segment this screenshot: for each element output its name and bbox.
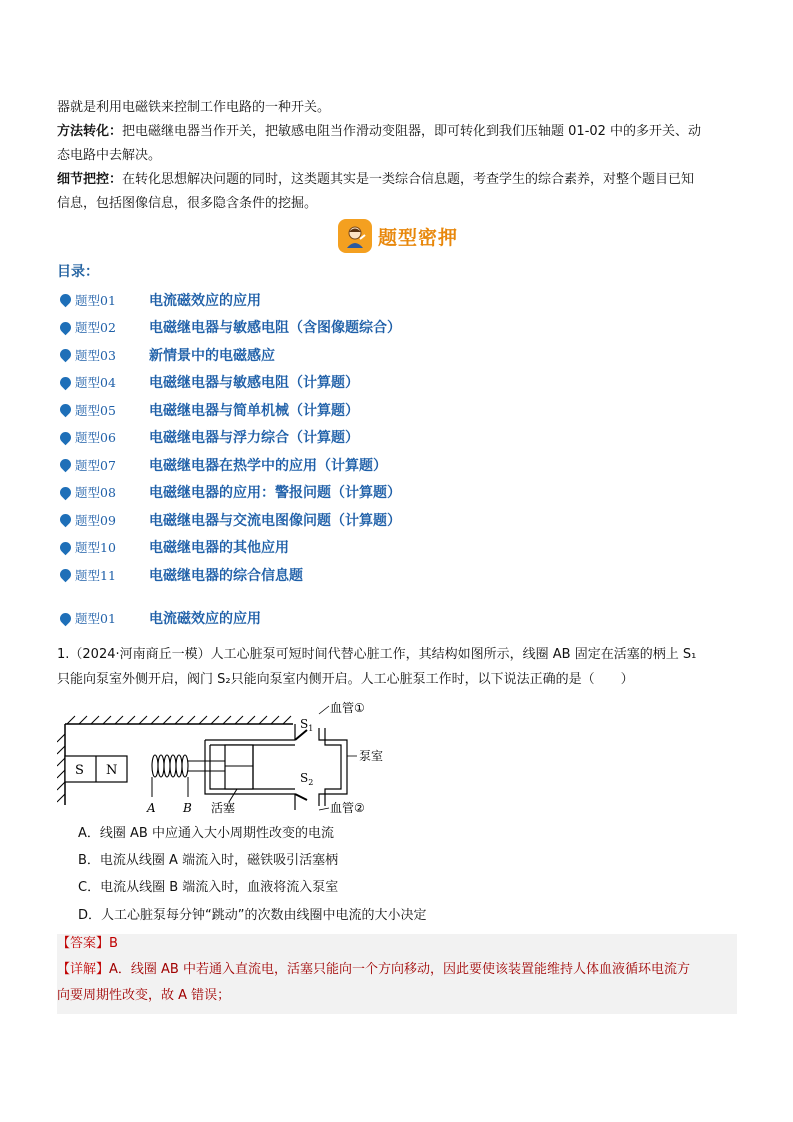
toc-item-label: 题型07: [75, 457, 116, 473]
valve-s1-label: $S_1$: [300, 717, 314, 733]
method-text1: 把电磁继电器当作开关，把敏感电阻当作滑动变阻器，即可转化到我们压轴题 01-02 中的多开关、动: [122, 124, 702, 139]
method-text2: 态电路中去解决。: [57, 148, 162, 163]
toc-item-label: 题型11: [75, 567, 116, 583]
section-banner: [338, 219, 458, 253]
explain-label: 【详解】: [57, 962, 110, 977]
detail-text1: 在转化思想解决问题的同时，这类题其实是一类综合信息题，考查学生的综合素养，对整个题目已知: [122, 172, 695, 187]
toc-item-label: 题型04: [75, 375, 116, 391]
toc-item-label: 题型08: [75, 485, 116, 501]
chamber-label: 泵室: [359, 749, 384, 763]
option-a: A．线圈 AB 中应通入大小周期性改变的电流: [78, 826, 334, 841]
question-line2: 只能向泵室外侧开启，阀门 S₂只能向泵室内侧开启。人工心脏泵工作时，以下说法正确的是（ ）: [57, 672, 634, 687]
toc-item-5[interactable]: [60, 396, 401, 424]
location-pin-icon: [58, 402, 74, 418]
toc-item-title: 电磁继电器与敏感电阻（含图像题综合）: [149, 320, 401, 337]
toc-item-label: 题型05: [75, 402, 116, 418]
toc-item-6[interactable]: [60, 424, 401, 452]
location-pin-icon: [58, 429, 74, 445]
detail-paragraph: [57, 170, 694, 190]
toc-list: [60, 286, 401, 589]
method-paragraph: [57, 122, 701, 142]
option-d: D．人工心脏泵每分钟“跳动”的次数由线圈中电流的大小决定: [78, 908, 427, 923]
answer-line: [57, 934, 118, 954]
toc-item-2[interactable]: [60, 314, 401, 342]
toc-item-label: 题型02: [75, 320, 116, 336]
location-pin-icon: [58, 374, 74, 390]
explain-text1: A．线圈 AB 中若通入直流电，活塞只能向一个方向移动，因此要使该装置能维持人体血液循环电流方: [109, 962, 690, 977]
detail-label: 细节把控：: [57, 172, 123, 187]
toc-item-label: 题型06: [75, 430, 116, 446]
toc-item-title: 电磁继电器的应用：警报问题（计算题）: [149, 485, 401, 502]
toc-item-title: 新情景中的电磁感应: [149, 347, 275, 364]
location-pin-icon: [58, 610, 74, 626]
answer-value: B: [109, 936, 118, 951]
location-pin-icon: [58, 567, 74, 583]
toc-item-label: 题型03: [75, 347, 116, 363]
toc-item-title: 电磁继电器的其他应用: [149, 540, 289, 557]
location-pin-icon: [58, 319, 74, 335]
heart-pump-diagram: [57, 700, 397, 820]
teacher-icon: [338, 219, 372, 253]
location-pin-icon: [58, 457, 74, 473]
section-label: 题型01: [75, 611, 116, 626]
toc-item-title: 电磁继电器的综合信息题: [149, 567, 303, 584]
toc-item-4[interactable]: [60, 369, 401, 397]
question-line1: 1.（2024·河南商丘一模）人工心脏泵可短时间代替心脏工作，其结构如图所示，线圈 AB 固定在活塞的柄上 S₁: [57, 647, 697, 662]
location-pin-icon: [58, 539, 74, 555]
method-label: 方法转化：: [57, 124, 123, 139]
coil-a-label: A: [147, 801, 156, 815]
explain-text2: 向要周期性改变，故 A 错误；: [57, 988, 231, 1003]
banner-title: 题型密押: [378, 226, 459, 249]
toc-item-11[interactable]: [60, 561, 401, 589]
valve-s2-label: $S_2$: [300, 771, 314, 787]
toc-item-8[interactable]: [60, 479, 401, 507]
toc-item-title: 电磁继电器与简单机械（计算题）: [149, 402, 359, 419]
coil-b-label: B: [183, 801, 192, 815]
toc-heading: 目录：: [57, 264, 99, 280]
option-b: B．电流从线圈 A 端流入时，磁铁吸引活塞柄: [78, 853, 339, 868]
toc-item-title: 电磁继电器与敏感电阻（计算题）: [149, 375, 359, 392]
intro-line1: 器就是利用电磁铁来控制工作电路的一种开关。: [57, 100, 331, 115]
option-c: C．电流从线圈 B 端流入时，血液将流入泵室: [78, 880, 339, 895]
section-title: 电流磁效应的应用: [149, 611, 261, 627]
toc-item-title: 电磁继电器在热学中的应用（计算题）: [149, 457, 387, 474]
toc-item-title: 电流磁效应的应用: [149, 292, 261, 309]
toc-item-title: 电磁继电器与浮力综合（计算题）: [149, 430, 359, 447]
explain-line1: [57, 960, 690, 980]
toc-item-label: 题型01: [75, 292, 116, 308]
detail-text2: 信息，包括图像信息，很多隐含条件的挖掘。: [57, 196, 318, 211]
toc-item-7[interactable]: [60, 451, 401, 479]
toc-item-10[interactable]: [60, 534, 401, 562]
answer-label: 【答案】: [57, 936, 110, 951]
location-pin-icon: [58, 292, 74, 308]
piston-label: 活塞: [211, 801, 236, 815]
location-pin-icon: [58, 512, 74, 528]
toc-item-label: 题型09: [75, 512, 116, 528]
section-heading: [60, 606, 261, 630]
toc-item-9[interactable]: [60, 506, 401, 534]
location-pin-icon: [58, 484, 74, 500]
toc-item-title: 电磁继电器与交流电图像问题（计算题）: [149, 512, 401, 529]
location-pin-icon: [58, 347, 74, 363]
pipe2-label: 血管②: [330, 801, 365, 815]
toc-item-3[interactable]: [60, 341, 401, 369]
magnet-s-label: S: [75, 763, 84, 778]
toc-item-1[interactable]: [60, 286, 401, 314]
pipe1-label: 血管①: [330, 701, 365, 715]
magnet-n-label: N: [106, 763, 118, 778]
toc-item-label: 题型10: [75, 540, 116, 556]
